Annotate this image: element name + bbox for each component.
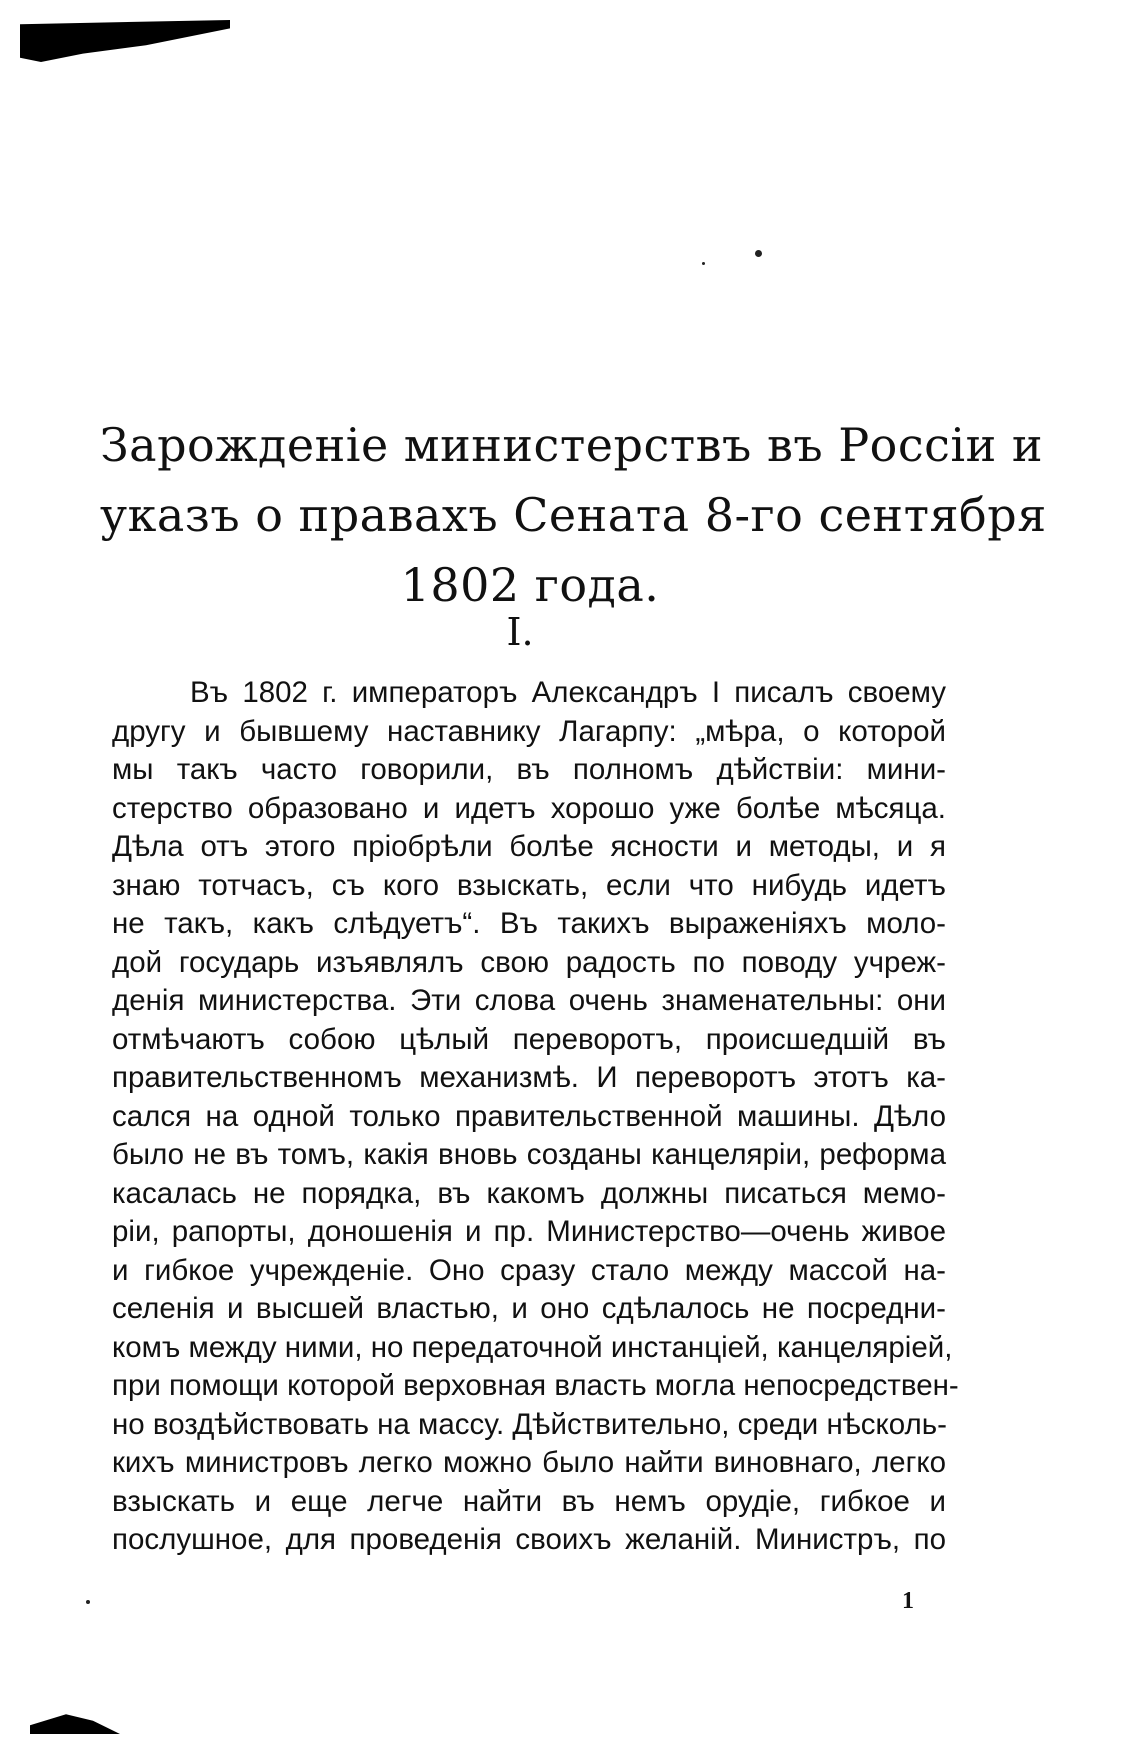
text-line: селенія и высшей властью, и оно сдѣлалось не посредни-: [112, 1292, 946, 1325]
text-line: комъ между ними, но передаточной инстанціей, канцеляріей,: [112, 1330, 953, 1364]
text-line: отмѣчаютъ собою цѣлый переворотъ, происшедшій въ: [112, 1022, 946, 1056]
scan-artifact-top: [20, 20, 230, 62]
article-title: [100, 410, 1047, 620]
text-line: послушное, для проведенія своихъ желаній. Министръ, по: [112, 1523, 946, 1556]
text-line: сался на одной только правительственной машины. Дѣло: [112, 1099, 946, 1133]
scan-speck: [755, 250, 762, 257]
text-line: мы такъ часто говорили, въ полномъ дѣйствіи: мини-: [112, 753, 946, 786]
text-line: не такъ, какъ слѣдуетъ“. Въ такихъ выраженіяхъ моло-: [112, 907, 946, 940]
text-line: другу и бывшему наставнику Лагарпу: „мѣра, о которой: [112, 714, 946, 748]
text-line: и гибкое учрежденіе. Оно сразу стало между массой на-: [112, 1253, 946, 1287]
title-line: указъ о правахъ Сената 8-го сентября: [100, 488, 1047, 542]
text-line: стерство образовано и идетъ хорошо уже болѣе мѣсяца.: [112, 791, 946, 825]
text-line: взыскать и еще легче найти въ немъ орудіе, гибкое и: [112, 1484, 946, 1518]
text-line: Дѣла отъ этого пріобрѣли болѣе ясности и методы, и я: [112, 830, 946, 863]
section-number: I.: [506, 610, 534, 654]
scan-artifact-bottom: [30, 1712, 120, 1734]
scan-speck: [702, 262, 705, 265]
text-line: Въ 1802 г. императоръ Александръ I писалъ своему: [190, 676, 946, 709]
text-line: кихъ министровъ легко можно было найти виновнаго, легко: [112, 1446, 946, 1479]
body-paragraph: [112, 674, 959, 1560]
text-line: дой государь изъявлялъ свою радость по поводу учреж-: [112, 945, 946, 979]
text-line: при помощи которой верховная власть могла непосредствен-: [112, 1369, 959, 1402]
text-line: правительственномъ механизмѣ. И переворотъ этотъ ка-: [112, 1061, 946, 1094]
text-line: денія министерства. Эти слова очень знаменательны: они: [112, 984, 946, 1017]
title-line: Зарожденіе министерствъ въ Россіи и: [100, 418, 1044, 472]
text-line: но воздѣйствовать на массу. Дѣйствительно, среди нѣсколь-: [112, 1407, 947, 1441]
page-number: 1: [902, 1588, 914, 1614]
text-line: ріи, рапорты, доношенія и пр. Министерство—очень живое: [112, 1215, 946, 1248]
title-line: 1802 года.: [400, 558, 660, 612]
text-line: было не въ томъ, какія вновь созданы канцеляріи, реформа: [112, 1138, 946, 1171]
text-line: знаю тотчасъ, съ кого взыскать, если что нибудь идетъ: [112, 868, 946, 902]
scan-speck: [86, 1600, 90, 1604]
text-line: касалась не порядка, въ какомъ должны писаться мемо-: [112, 1176, 946, 1210]
